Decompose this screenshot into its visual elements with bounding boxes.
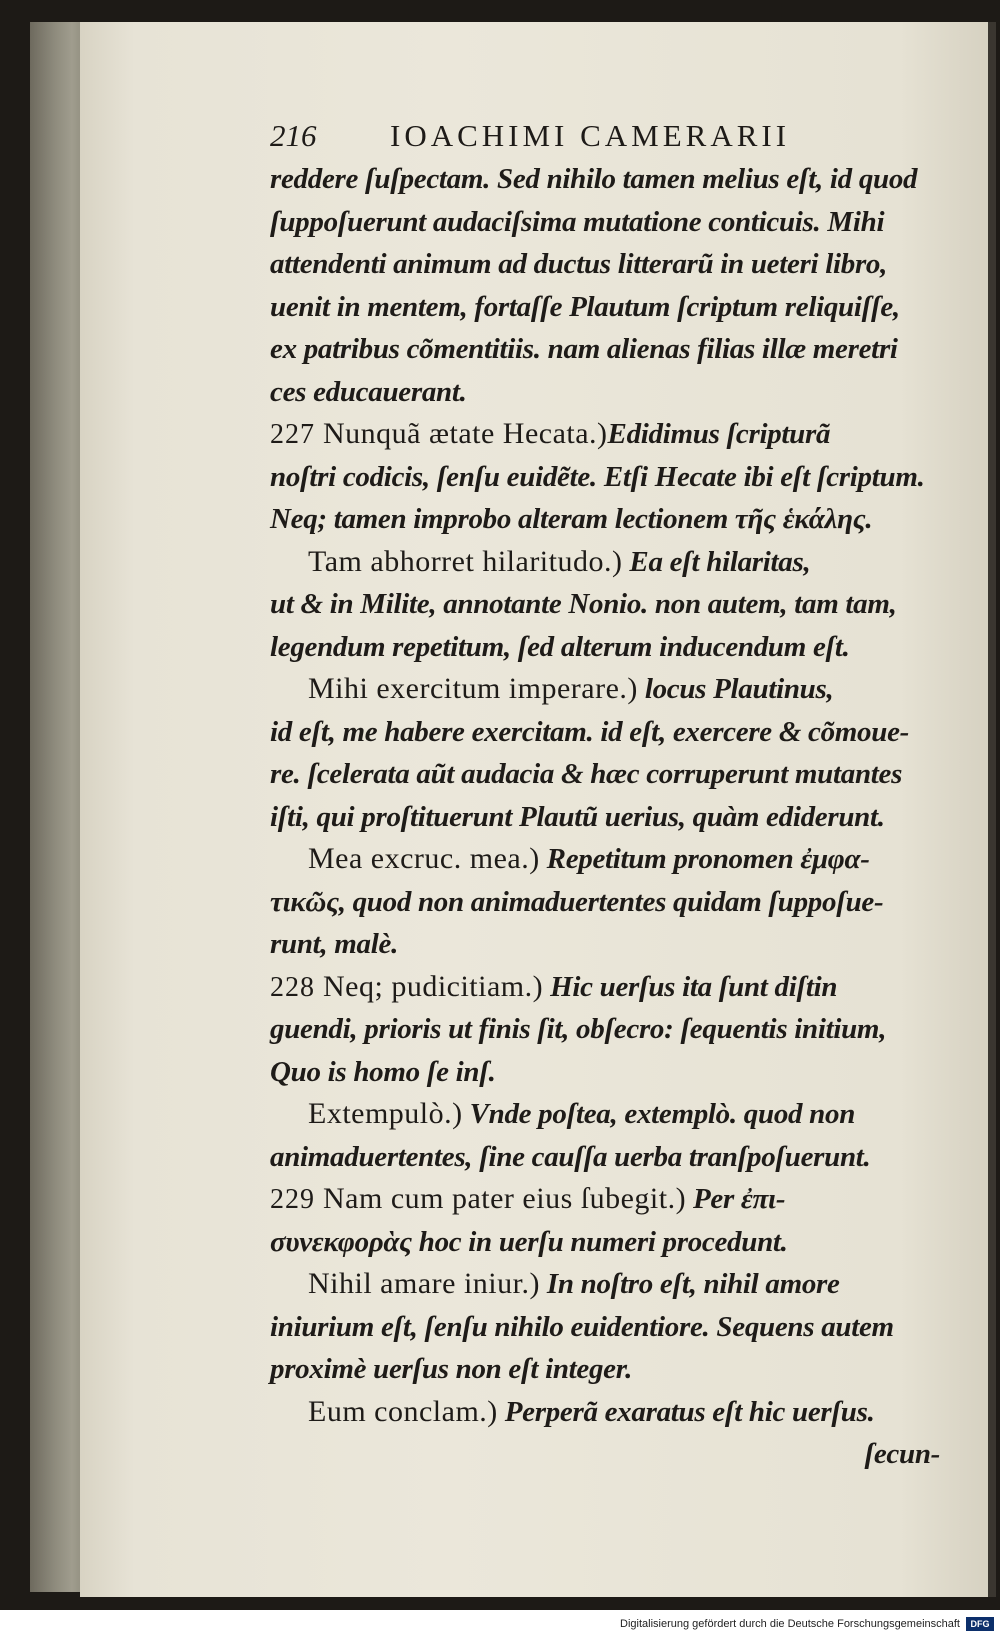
text-line [270, 753, 960, 796]
commentary-text: re. ſcelerata aũt audacia & hæc corruperunt mutantes [270, 758, 903, 790]
text-line [270, 286, 960, 329]
text-line [270, 711, 960, 754]
commentary-text: animaduertentes, ſine cauſſa uerba tranſpoſuerunt. [270, 1140, 871, 1173]
dfg-logo: DFG [966, 1617, 994, 1631]
text-line [270, 1008, 960, 1051]
lemma-quote: Extempulò.) [308, 1097, 463, 1130]
lemma-quote: Mihi exercitum imperare.) [308, 672, 638, 705]
text-line [270, 201, 960, 244]
commentary-text: guendi, prioris ut finis ſit, obſecro: ſequentis initium, [270, 1013, 887, 1045]
page-number: 216 [270, 118, 317, 153]
commentary-text: Per ἐπι- [686, 1183, 786, 1215]
commentary-text: In noſtro eſt, nihil amore [539, 1268, 840, 1300]
text-line [270, 1178, 960, 1221]
commentary-text: reddere ſuſpectam. Sed nihilo tamen melius eſt, id quod [270, 163, 918, 195]
text-line [270, 966, 960, 1009]
verse-number: 227 [270, 419, 323, 450]
text-line [270, 626, 960, 669]
commentary-text: iniurium eſt, ſenſu nihilo euidentiore. Sequens autem [270, 1310, 894, 1343]
commentary-text: noſtri codicis, ſenſu euidẽte. Etſi Hecate ibi eſt ſcriptum. [270, 460, 925, 493]
text-line [270, 456, 960, 499]
commentary-text: locus Plautinus, [637, 673, 834, 705]
running-title: IOACHIMI CAMERARII [390, 118, 791, 153]
commentary-text: Ea eſt hilaritas, [622, 545, 811, 578]
commentary-text: uenit in mentem, fortaſſe Plautum ſcriptum reliquiſſe, [270, 290, 900, 323]
text-line [270, 1391, 960, 1434]
lemma-quote: Tam abhorret hilaritudo.) [308, 544, 623, 578]
commentary-text: Hic uerſus ita ſunt diſtin [543, 970, 838, 1003]
verse-number: 229 [270, 1184, 323, 1215]
text-line [270, 158, 960, 201]
text-line [270, 328, 960, 371]
text-line [270, 1433, 960, 1476]
text-line [270, 1051, 960, 1094]
text-line [270, 796, 960, 839]
text-line [270, 541, 960, 584]
text-line [270, 498, 960, 541]
text-line [270, 668, 960, 711]
commentary-text: Edidimus ſcripturã [607, 418, 831, 450]
commentary-text: ſuppoſuerunt audaciſsima mutatione conticuis. Mihi [270, 205, 885, 238]
running-header [270, 118, 960, 158]
lemma-quote: Neq; pudicitiam.) [323, 969, 544, 1003]
lemma-quote: Nunquã ætate Hecata.) [323, 417, 608, 450]
commentary-text: Quo is homo ſe inſ. [270, 1055, 496, 1088]
text-line [270, 881, 960, 924]
page-gutter [988, 22, 996, 1597]
commentary-text: Neq; tamen improbo alteram lectionem τῆς ἑκάλης. [270, 503, 873, 535]
commentary-text: ex patribus cõmentitiis. nam alienas filias illæ meretri [270, 333, 898, 365]
commentary-text: attendenti animum ad ductus litterarũ in ueteri libro, [270, 248, 888, 280]
commentary-text: legendum repetitum, ſed alterum inducendum eſt. [270, 630, 850, 663]
lemma-quote: Mea excruc. mea.) [308, 842, 540, 875]
footer-bar [0, 1612, 1000, 1639]
commentary-text: Perperã exaratus eſt hic uerſus. [497, 1395, 875, 1428]
text-lines [270, 158, 960, 1476]
text-line [270, 923, 960, 966]
text-line [270, 1221, 960, 1264]
funding-credit: Digitalisierung gefördert durch die Deutsche Forschungsgemeinschaft [620, 1618, 960, 1630]
lemma-quote: Nam cum pater eius ſubegit.) [323, 1182, 687, 1215]
commentary-text: συνεκφορὰς hoc in uerſu numeri procedunt. [270, 1225, 788, 1258]
commentary-text: τικῶς, quod non animaduertentes quidam ſuppoſue- [270, 885, 884, 918]
lemma-quote: Eum conclam.) [308, 1394, 498, 1428]
commentary-text: ut & in Milite, annotante Nonio. non autem, tam tam, [270, 588, 897, 620]
commentary-text: runt, malè. [270, 928, 399, 960]
commentary-text: id eſt, me habere exercitam. id eſt, exercere & cõmoue- [270, 715, 910, 748]
commentary-text: iſti, qui proſtituerunt Plautũ uerius, quàm ediderunt. [270, 800, 885, 833]
commentary-text: ces educauerant. [270, 375, 467, 408]
commentary-text: ſecun- [864, 1438, 940, 1470]
lemma-quote: Nihil amare iniur.) [308, 1267, 540, 1300]
commentary-text: Vnde poſtea, extemplò. quod non [462, 1098, 856, 1130]
commentary-text: proximè uerſus non eſt integer. [270, 1353, 633, 1385]
text-line [270, 371, 960, 414]
text-line [270, 1136, 960, 1179]
text-line [270, 1348, 960, 1391]
text-line [270, 243, 960, 286]
commentary-text: Repetitum pronomen ἐμφα- [539, 843, 870, 875]
text-line [270, 1306, 960, 1349]
text-line [270, 1093, 960, 1136]
page-text [270, 118, 960, 1476]
text-line [270, 838, 960, 881]
text-line [270, 413, 960, 456]
verse-number: 228 [270, 971, 323, 1003]
text-line [270, 1263, 960, 1306]
text-line [270, 583, 960, 626]
